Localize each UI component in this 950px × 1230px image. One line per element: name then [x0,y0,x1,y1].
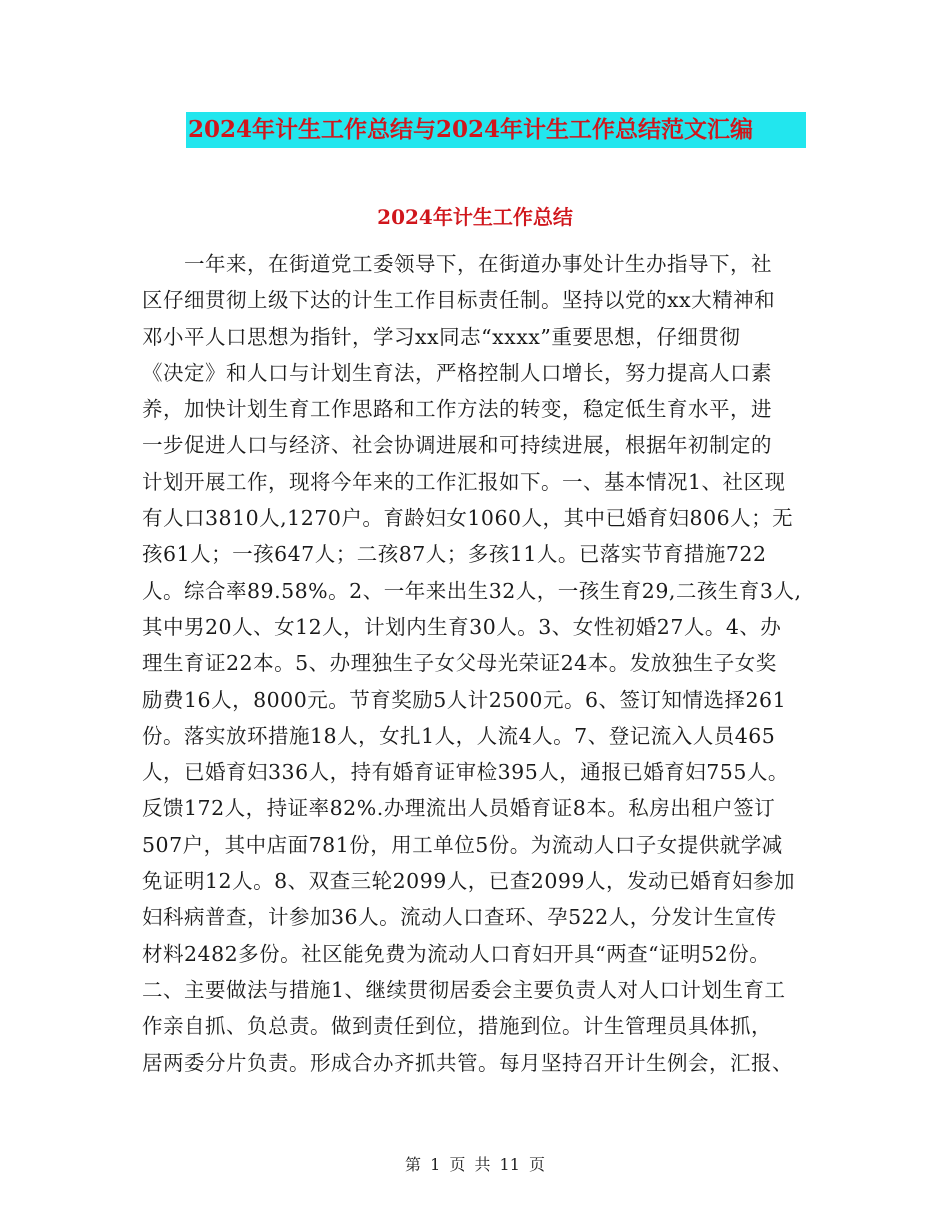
body-line: 邓小平人口思想为指针，学习xx同志“xxxx”重要思想，仔细贯彻 [142,324,741,349]
body-line: 养，加快计划生育工作思路和工作方法的转变，稳定低生育水平，进 [142,397,772,422]
document-title: 2024年计生工作总结与2024年计生工作总结范文汇编 [186,112,806,148]
body-line: 有人口3810人,1270户。育龄妇女1060人，其中已婚育妇806人；无 [142,506,794,531]
body-line: 材料2482多份。社区能免费为流动人口育妇开具“两查“证明52份。 [142,941,771,966]
body-line: 其中男20人、女12人，计划内生育30人。3、女性初婚27人。4、办 [142,614,782,639]
body-text [142,246,822,1081]
body-line: 作亲自抓、负总责。做到责任到位，措施到位。计生管理员具体抓， [142,1014,772,1039]
body-line: 计划开展工作，现将今年来的工作汇报如下。一、基本情况1、社区现 [142,469,786,494]
body-line: 孩61人；一孩647人；二孩87人；多孩11人。已落实节育措施722 [142,542,767,567]
body-line: 人，已婚育妇336人，持有婚育证审检395人，通报已婚育妇755人。 [142,760,789,785]
body-line: 人。综合率89.58%。2、一年来出生32人，一孩生育29,二孩生育3人, [142,578,802,603]
section-title: 2024年计生工作总结 [377,205,573,229]
body-line: 《决定》和人口与计划生育法，严格控制人口增长，努力提高人口素 [142,360,772,385]
body-line: 份。落实放环措施18人，女扎1人，人流4人。7、登记流入人员465 [142,723,776,748]
body-line: 免证明12人。8、双查三轮2099人，已查2099人，发动已婚育妇参加 [142,869,795,894]
body-line: 居两委分片负责。形成合办齐抓共管。每月坚持召开计生例会，汇报、 [142,1050,793,1075]
page-number-footer: 第 1 页 共 11 页 [405,1155,545,1174]
body-line: 妇科病普查，计参加36人。流动人口查环、孕522人，分发计生宣传 [142,905,777,930]
body-line: 507户，其中店面781份，用工单位5份。为流动人口子女提供就学减 [142,832,783,857]
body-line: 一步促进人口与经济、社会协调进展和可持续进展，根据年初制定的 [142,433,772,458]
body-line: 二、主要做法与措施1、继续贯彻居委会主要负责人对人口计划生育工 [142,977,786,1002]
body-line: 励费16人，8000元。节育奖励5人计2500元。6、签订知情选择261 [142,687,787,712]
body-line: 理生育证22本。5、办理独生子女父母光荣证24本。发放独生子女奖 [142,651,777,676]
body-line: 一年来，在街道党工委领导下，在街道办事处计生办指导下，社 [142,252,772,276]
body-line: 反馈172人，持证率82%.办理流出人员婚育证8本。私房出租户签订 [142,796,776,821]
body-line: 区仔细贯彻上级下达的计生工作目标责任制。坚持以党的xx大精神和 [142,288,776,313]
